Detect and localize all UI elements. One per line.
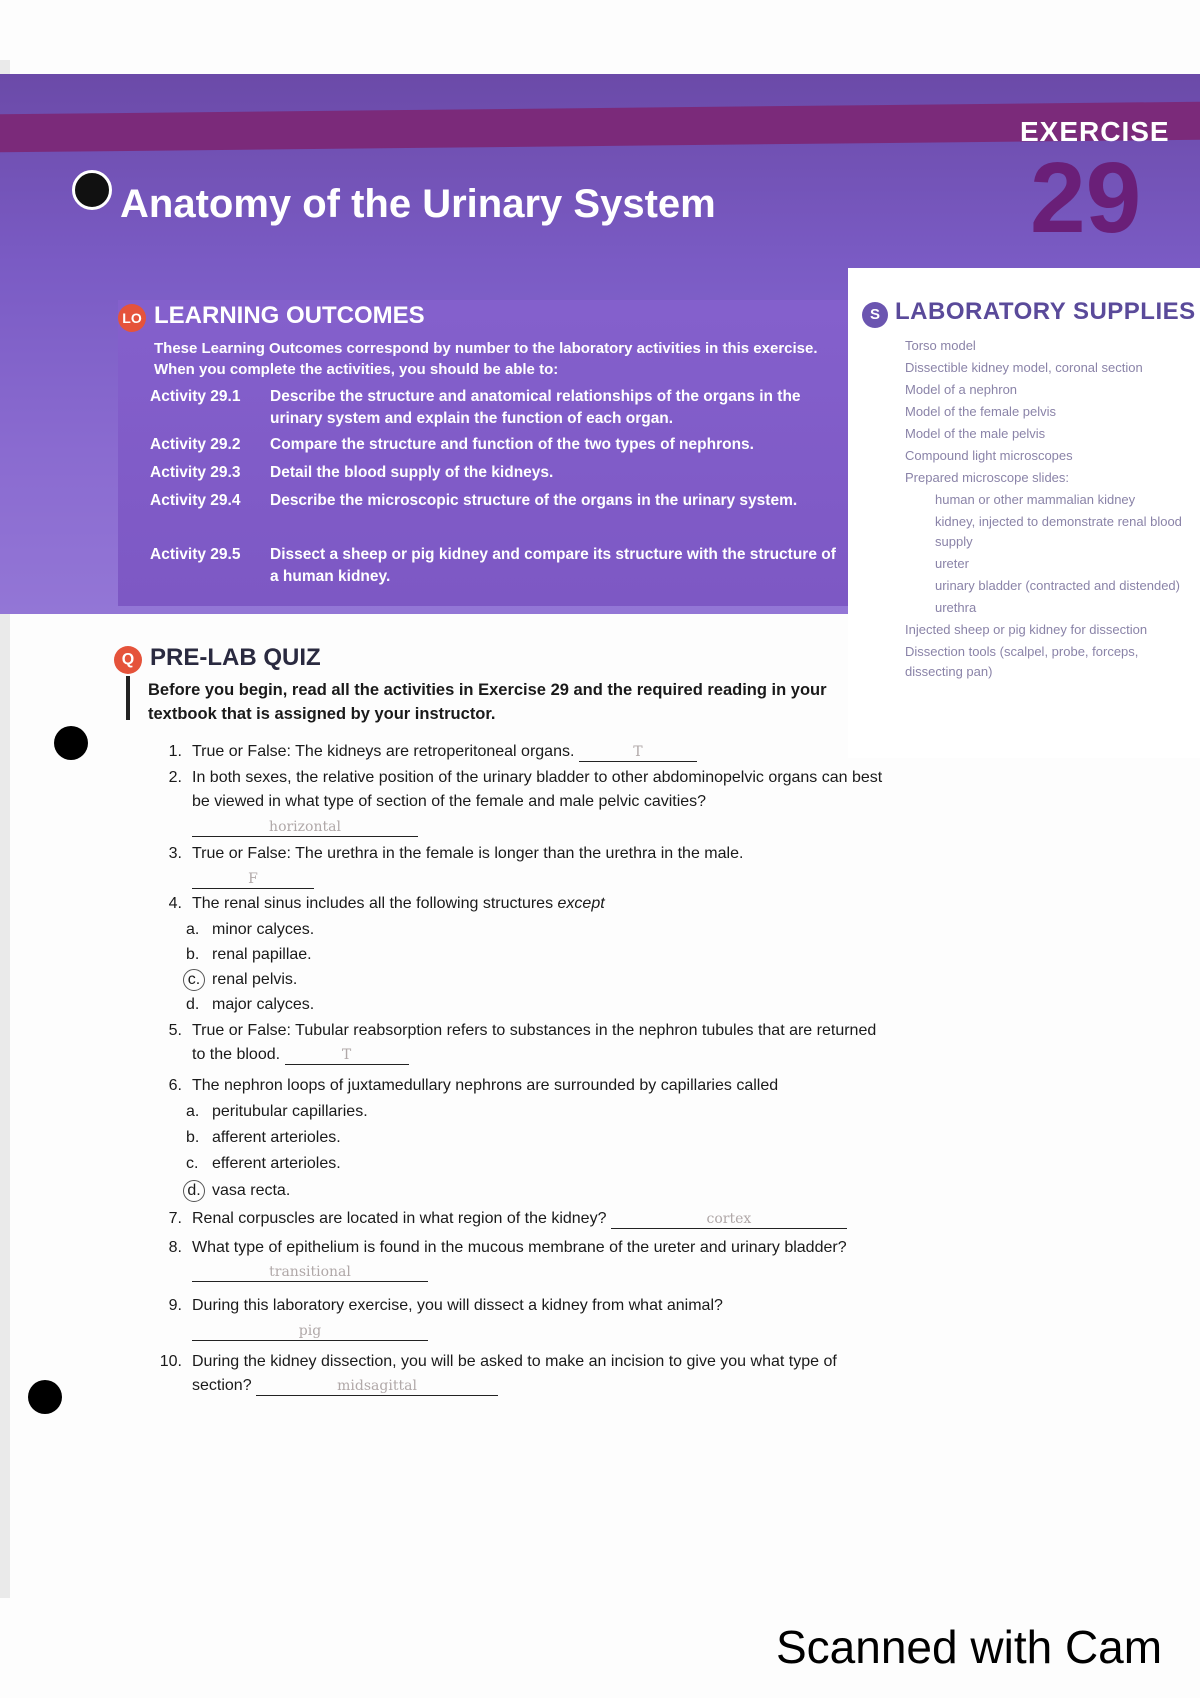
answer-blank[interactable]: T [285,1046,409,1065]
supply-item: ureter [935,556,969,571]
binder-hole [54,726,88,760]
answer-blank[interactable]: T [579,743,697,762]
activity-id: Activity 29.4 [150,492,241,509]
quiz-question-2: 2. In both sexes, the relative position of the urinary bladder to other abdominopelvic organs can best be viewed in what type of section of the female and male pelvic cavities? horizontal [168,769,883,835]
supply-item: urethra [935,600,977,615]
activity-text: Compare the structure and function of the two types of nephrons. [270,436,754,453]
option-d-selected[interactable]: d. vasa recta. [186,1179,290,1203]
activity-text: Dissect a sheep or pig kidney and compare its structure with the structure of a human kidney. [270,546,836,585]
option-d[interactable]: d. major calyces. [186,996,315,1013]
quiz-question-6: 6. The nephron loops of juxtamedullary nephrons are surrounded by capillaries called [168,1077,779,1094]
supply-item: kidney, injected to demonstrate renal blood supply [935,514,1182,549]
quiz-question-3: 3. True or False: The urethra in the female is longer than the urethra in the male. F [168,845,744,887]
option-b[interactable]: b. afferent arterioles. [186,1129,341,1146]
quiz-heading: PRE-LAB QUIZ [150,644,321,671]
activity-text: Detail the blood supply of the kidneys. [270,464,554,481]
option-b[interactable]: b. renal papillae. [186,946,312,963]
binder-hole [28,1380,62,1414]
learning-outcomes-icon: LO [118,304,146,332]
title-bullet-icon [72,170,112,210]
quiz-question-8: 8. What type of epithelium is found in the mucous membrane of the ureter and urinary bladder? transitional [168,1239,847,1280]
supply-item: Compound light microscopes [905,448,1073,463]
supply-item: Dissectible kidney model, coronal section [905,360,1143,375]
activity-id: Activity 29.1 [150,388,241,405]
learning-outcomes-intro: These Learning Outcomes correspond by number to the laboratory activities in this exercise. When you complete the activities, you should be able to: [154,340,818,378]
learning-outcomes-box [118,300,858,606]
activity-item [150,386,850,430]
activity-text: Describe the structure and anatomical relationships of the organs in the urinary system and explain the function of each organ. [270,388,801,427]
answer-blank[interactable]: F [192,870,314,889]
supply-item: urinary bladder (contracted and distended) [935,578,1180,593]
option-a[interactable]: a. peritubular capillaries. [186,1103,368,1120]
learning-outcomes-heading: LEARNING OUTCOMES [154,302,425,329]
answer-blank[interactable]: midsagittal [256,1377,498,1396]
supply-item: Injected sheep or pig kidney for dissection [905,622,1148,637]
answer-circle: d. [183,1180,205,1202]
quiz-intro: Before you begin, read all the activities in Exercise 29 and the required reading in your textbook that is assigned by your instructor. [148,681,827,723]
activity-item [150,434,850,456]
supply-item: Dissection tools (scalpel, probe, forceps, dissecting pan) [905,644,1139,679]
lab-supplies-icon: S [862,302,888,328]
option-a[interactable]: a. minor calyces. [186,921,315,938]
supply-item: Model of the male pelvis [905,426,1046,441]
activity-item [150,490,850,512]
lab-supplies-list [905,336,1195,684]
scanner-watermark: Scanned with Cam [776,1621,1163,1673]
quiz-question-5: 5. True or False: Tubular reabsorption refers to substances in the nephron tubules that are returned to the blood. T [168,1022,877,1063]
lab-supplies-heading: LABORATORY SUPPLIES [895,298,1196,325]
activity-text: Describe the microscopic structure of the organs in the urinary system. [270,492,798,509]
activity-id: Activity 29.2 [150,436,241,453]
answer-blank[interactable]: pig [192,1322,428,1341]
supply-item: Model of a nephron [905,382,1018,397]
answer-blank[interactable]: horizontal [192,818,418,837]
answer-circle: c. [183,969,205,991]
quiz-question-4: 4. The renal sinus includes all the following structures except [168,895,605,912]
activity-id: Activity 29.3 [150,464,241,481]
exercise-number: 29 [1030,142,1142,254]
activity-item [150,462,850,484]
option-c[interactable]: c. efferent arterioles. [186,1155,341,1172]
supply-item: Torso model [905,338,976,353]
quiz-question-1: 1. True or False: The kidneys are retroperitoneal organs. T [150,740,910,764]
supply-item: human or other mammalian kidney [935,492,1136,507]
exercise-label: EXERCISE [1020,116,1170,147]
quiz-bar [126,676,130,720]
quiz-question-7: 7. Renal corpuscles are located in what region of the kidney? cortex [150,1207,910,1231]
answer-blank[interactable]: transitional [192,1263,428,1282]
activity-id: Activity 29.5 [150,546,241,563]
option-c-selected[interactable]: c. renal pelvis. [186,968,297,992]
quiz-question-10: 10. During the kidney dissection, you will be asked to make an incision to give you what type of section? midsagittal [159,1353,837,1394]
activity-item [150,544,850,588]
quiz-question-9: 9. During this laboratory exercise, you will dissect a kidney from what animal? pig [168,1297,723,1339]
answer-blank[interactable]: cortex [611,1210,847,1229]
page-title: Anatomy of the Urinary System [120,182,716,226]
supply-item: Model of the female pelvis [905,404,1057,419]
supply-item: Prepared microscope slides: [905,470,1070,485]
quiz-icon: Q [114,646,142,674]
